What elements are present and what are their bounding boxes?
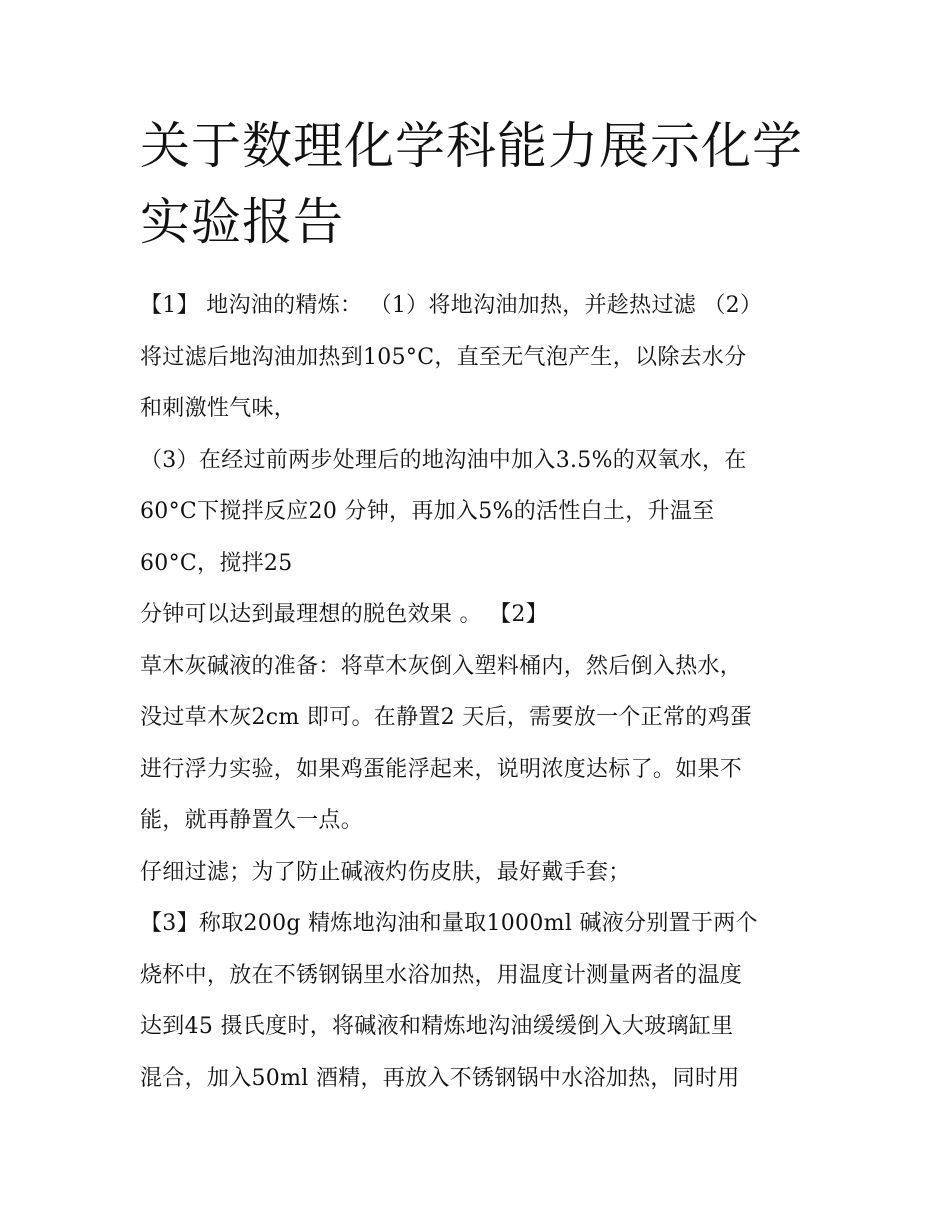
text-line: 进行浮力实验，如果鸡蛋能浮起来，说明浓度达标了。如果不: [140, 756, 743, 782]
text-line: 【1】 地沟油的精炼： （1）将地沟油加热，并趁热过滤 （2）: [140, 293, 763, 318]
text-line: 60°C下搅拌反应20 分钟，再加入5%的活性白土，升温至: [140, 499, 715, 524]
text-line: 【3】称取200g 精炼地沟油和量取1000ml 碱液分别置于两个: [140, 911, 758, 936]
text-line: （3）在经过前两步处理后的地沟油中加入3.5%的双氧水，在: [140, 447, 747, 473]
text-line: 烧杯中，放在不锈钢锅里水浴加热，用温度计测量两者的温度: [140, 962, 743, 988]
text-line: 仔细过滤；为了防止碱液灼伤皮肤，最好戴手套；: [140, 859, 631, 885]
text-line: 分钟可以达到最理想的脱色效果 。 【2】: [140, 602, 548, 627]
text-line: 达到45 摄氏度时，将碱液和精炼地沟油缓缓倒入大玻璃缸里: [140, 1014, 734, 1039]
body-text: [140, 280, 820, 1104]
text-line: 和刺激性气味，: [140, 396, 297, 421]
text-line: 没过草木灰2cm 即可。在静置2 天后，需要放一个正常的鸡蛋: [140, 705, 753, 730]
text-line: 能，就再静置久一点。: [140, 808, 364, 833]
text-line: 将过滤后地沟油加热到105°C，直至无气泡产生，以除去水分: [140, 344, 747, 370]
page-title: [140, 108, 840, 260]
text-line: 草木灰碱液的准备：将草木灰倒入塑料桶内，然后倒入热水，: [140, 653, 743, 679]
text-line: 60°C，搅拌25: [140, 550, 293, 576]
text-line: 混合，加入50ml 酒精，再放入不锈钢锅中水浴加热，同时用: [140, 1065, 740, 1091]
title-line-1: 关于数理化学科能力展示化学: [140, 117, 803, 175]
title-line-2: 实验报告: [140, 193, 344, 251]
